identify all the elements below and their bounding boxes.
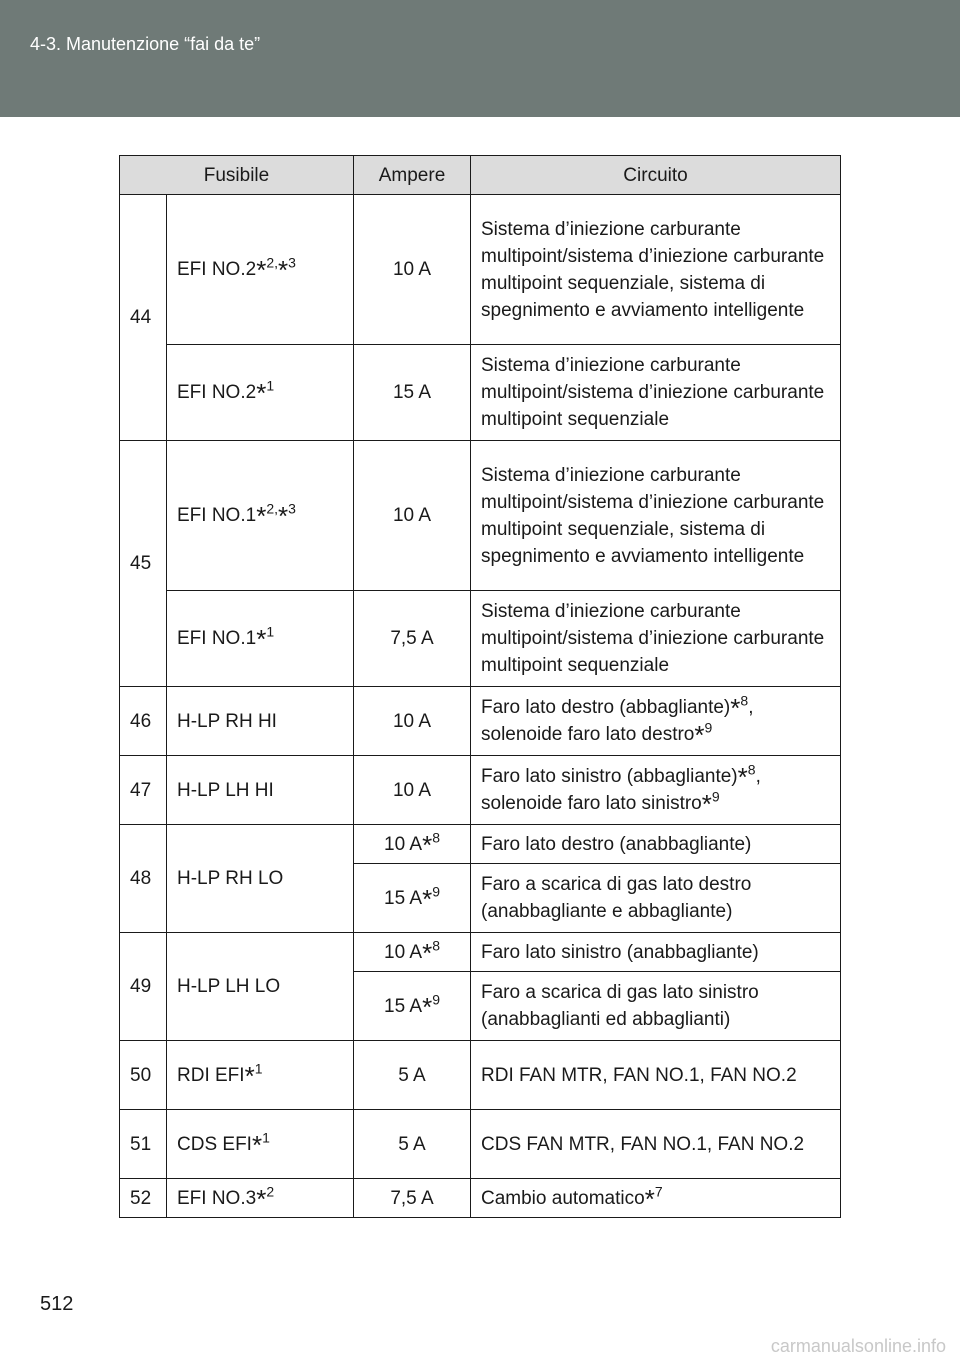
fuse-name: EFI NO.3*$^2$	[167, 1179, 354, 1218]
fuse-circuit: Faro a scarica di gas lato destro (anabbagliante e abbagliante)	[471, 864, 841, 933]
fuse-name: EFI NO.2*$^1$	[167, 345, 354, 441]
fuse-circuit: CDS FAN MTR, FAN NO.1, FAN NO.2	[471, 1110, 841, 1179]
fuse-table	[119, 155, 841, 1218]
fuse-name: H-LP LH HI	[167, 756, 354, 825]
fuse-ampere: 5 A	[354, 1041, 471, 1110]
fuse-number: 45	[120, 441, 167, 687]
fuse-ampere: 10 A*$^8$	[354, 933, 471, 972]
fuse-circuit: Faro lato destro (abbagliante)*$^8$, solenoide faro lato destro*$^9$	[471, 687, 841, 756]
fuse-ampere: 5 A	[354, 1110, 471, 1179]
fuse-circuit: Sistema d’iniezione carburante multipoint/sistema d’iniezione carburante multipoint sequenziale, sistema di spegnimento e avviamento intelligente	[471, 195, 841, 345]
fuse-number: 47	[120, 756, 167, 825]
fuse-circuit: Sistema d’iniezione carburante multipoint/sistema d’iniezione carburante multipoint sequenziale	[471, 591, 841, 687]
fuse-ampere: 10 A*$^8$	[354, 825, 471, 864]
fuse-number: 46	[120, 687, 167, 756]
column-header-ampere: Ampere	[354, 156, 471, 195]
fuse-circuit: Faro lato sinistro (abbagliante)*$^8$, solenoide faro lato sinistro*$^9$	[471, 756, 841, 825]
fuse-circuit: Faro lato sinistro (anabbagliante)	[471, 933, 841, 972]
table-row	[120, 1110, 841, 1179]
fuse-ampere: 15 A	[354, 345, 471, 441]
table-row	[120, 591, 841, 687]
fuse-number: 50	[120, 1041, 167, 1110]
table-row	[120, 687, 841, 756]
fuse-name: H-LP LH LO	[167, 933, 354, 1041]
fuse-ampere: 10 A	[354, 441, 471, 591]
fuse-number: 52	[120, 1179, 167, 1218]
table-header-row	[120, 156, 841, 195]
fuse-number: 49	[120, 933, 167, 1041]
watermark: carmanualsonline.info	[770, 1336, 946, 1356]
fuse-circuit: Sistema d’iniezione carburante multipoint/sistema d’iniezione carburante multipoint sequenziale, sistema di spegnimento e avviamento intelligente	[471, 441, 841, 591]
fuse-name: EFI NO.1*$^1$	[167, 591, 354, 687]
section-title: 4-3. Manutenzione “fai da te”	[30, 34, 261, 54]
fuse-number: 48	[120, 825, 167, 933]
column-header-fuse: Fusibile	[120, 156, 354, 195]
fuse-ampere: 15 A*$^9$	[354, 864, 471, 933]
table-row	[120, 345, 841, 441]
table-row	[120, 195, 841, 345]
fuse-ampere: 10 A	[354, 687, 471, 756]
fuse-circuit: Sistema d’iniezione carburante multipoint/sistema d’iniezione carburante multipoint sequenziale	[471, 345, 841, 441]
fuse-name: H-LP RH HI	[167, 687, 354, 756]
page-header	[0, 0, 960, 117]
fuse-ampere: 7,5 A	[354, 591, 471, 687]
fuse-ampere: 15 A*$^9$	[354, 972, 471, 1041]
fuse-name: CDS EFI*$^1$	[167, 1110, 354, 1179]
fuse-ampere: 10 A	[354, 195, 471, 345]
fuse-number: 44	[120, 195, 167, 441]
fuse-ampere: 7,5 A	[354, 1179, 471, 1218]
fuse-circuit: Faro a scarica di gas lato sinistro (anabbaglianti ed abbaglianti)	[471, 972, 841, 1041]
fuse-name: EFI NO.1*$^{2,}$*$^3$	[167, 441, 354, 591]
table-row	[120, 825, 841, 864]
column-header-circuit: Circuito	[471, 156, 841, 195]
fuse-circuit: RDI FAN MTR, FAN NO.1, FAN NO.2	[471, 1041, 841, 1110]
table-row	[120, 933, 841, 972]
fuse-name: H-LP RH LO	[167, 825, 354, 933]
fuse-circuit: Cambio automatico*$^7$	[471, 1179, 841, 1218]
fuse-ampere: 10 A	[354, 756, 471, 825]
fuse-circuit: Faro lato destro (anabbagliante)	[471, 825, 841, 864]
table-row	[120, 441, 841, 591]
page-number: 512	[40, 1293, 74, 1315]
fuse-name: RDI EFI*$^1$	[167, 1041, 354, 1110]
fuse-name: EFI NO.2*$^{2,}$*$^3$	[167, 195, 354, 345]
fuse-number: 51	[120, 1110, 167, 1179]
table-row	[120, 756, 841, 825]
table-row	[120, 1041, 841, 1110]
table-row	[120, 1179, 841, 1218]
